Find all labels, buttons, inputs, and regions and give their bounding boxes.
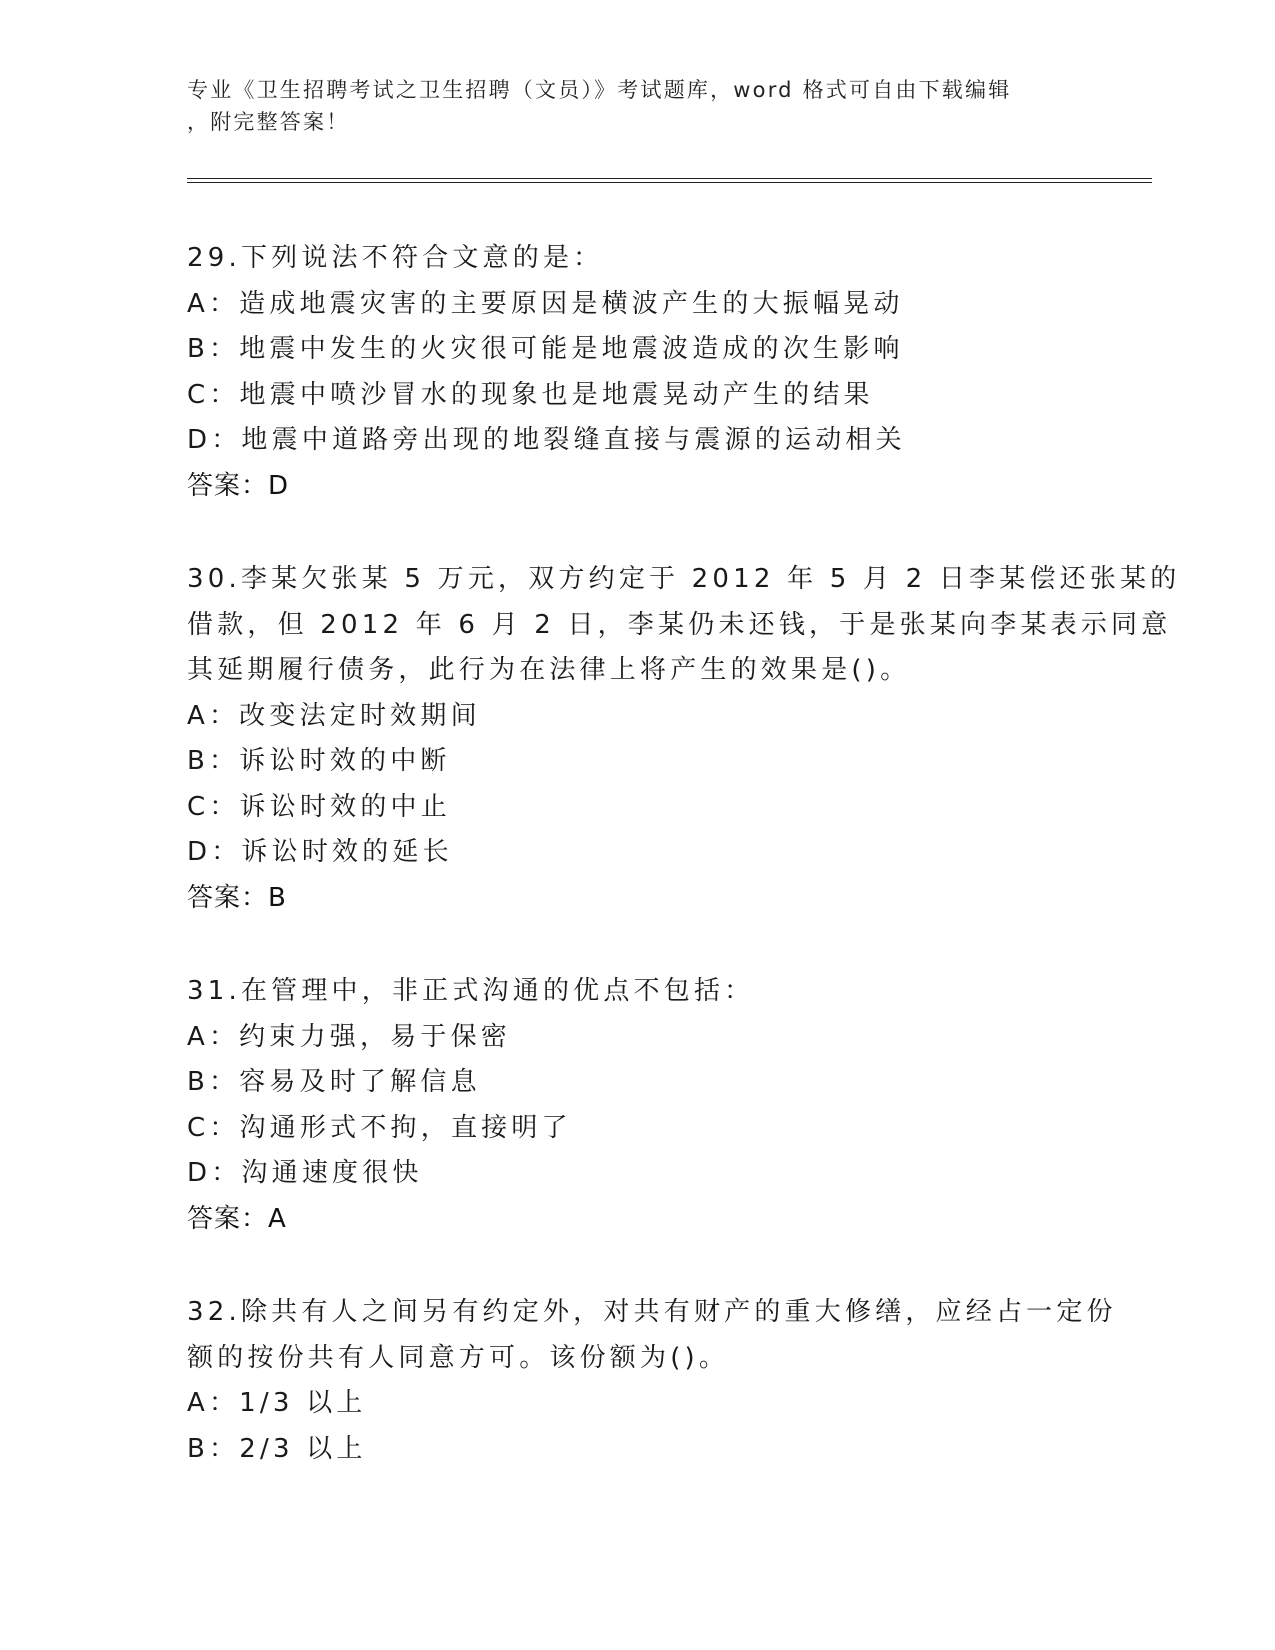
header-line-2: ，附完整答案！ bbox=[187, 110, 350, 134]
option-c: C：地震中喷沙冒水的现象也是地震晃动产生的结果 bbox=[187, 379, 874, 410]
option-a: A：改变法定时效期间 bbox=[187, 700, 481, 731]
option-b: B：地震中发生的火灾很可能是地震波造成的次生影响 bbox=[187, 334, 904, 364]
question-stem: 32.除共有人之间另有约定外，对共有财产的重大修缮，应经占一定份 bbox=[187, 1297, 1117, 1327]
option-a: A：约束力强，易于保密 bbox=[187, 1021, 511, 1052]
question-list bbox=[187, 236, 1181, 1520]
option-d: D：诉讼时效的延长 bbox=[187, 837, 453, 867]
option-b: B：容易及时了解信息 bbox=[187, 1067, 481, 1097]
header-divider-bottom bbox=[187, 182, 1152, 183]
question-stem: 31.在管理中，非正式沟通的优点不包括： bbox=[187, 976, 755, 1006]
question-stem: 29.下列说法不符合文意的是： bbox=[187, 243, 604, 273]
header-line-1: 专业《卫生招聘考试之卫生招聘（文员）》考试题库，word 格式可自由下载编辑 bbox=[187, 78, 1012, 102]
question-30 bbox=[187, 557, 1181, 921]
question-stem: 其延期履行债务，此行为在法律上将产生的效果是()。 bbox=[187, 655, 911, 685]
option-c: C：沟通形式不拘，直接明了 bbox=[187, 1112, 572, 1143]
document-header bbox=[187, 74, 1067, 138]
option-a: A：1/3 以上 bbox=[187, 1388, 367, 1418]
question-stem: 30.李某欠张某 5 万元，双方约定于 2012 年 5 月 2 日李某偿还张某的 bbox=[187, 564, 1181, 594]
option-c: C：诉讼时效的中止 bbox=[187, 791, 451, 822]
header-divider-top bbox=[187, 178, 1152, 179]
question-32 bbox=[187, 1290, 1117, 1472]
answer: 答案：A bbox=[187, 1203, 287, 1234]
answer: 答案：B bbox=[187, 882, 287, 913]
option-b: B：诉讼时效的中断 bbox=[187, 746, 451, 776]
answer: 答案：D bbox=[187, 470, 290, 501]
option-d: D：沟通速度很快 bbox=[187, 1158, 423, 1188]
option-d: D：地震中道路旁出现的地裂缝直接与震源的运动相关 bbox=[187, 425, 906, 455]
option-a: A：造成地震灾害的主要原因是横波产生的大振幅晃动 bbox=[187, 288, 904, 319]
question-29 bbox=[187, 236, 1087, 509]
question-31 bbox=[187, 969, 1087, 1242]
question-stem: 借款，但 2012 年 6 月 2 日，李某仍未还钱，于是张某向李某表示同意 bbox=[187, 609, 1172, 640]
option-b: B：2/3 以上 bbox=[187, 1433, 367, 1464]
question-stem: 额的按份共有人同意方可。该份额为()。 bbox=[187, 1342, 730, 1373]
